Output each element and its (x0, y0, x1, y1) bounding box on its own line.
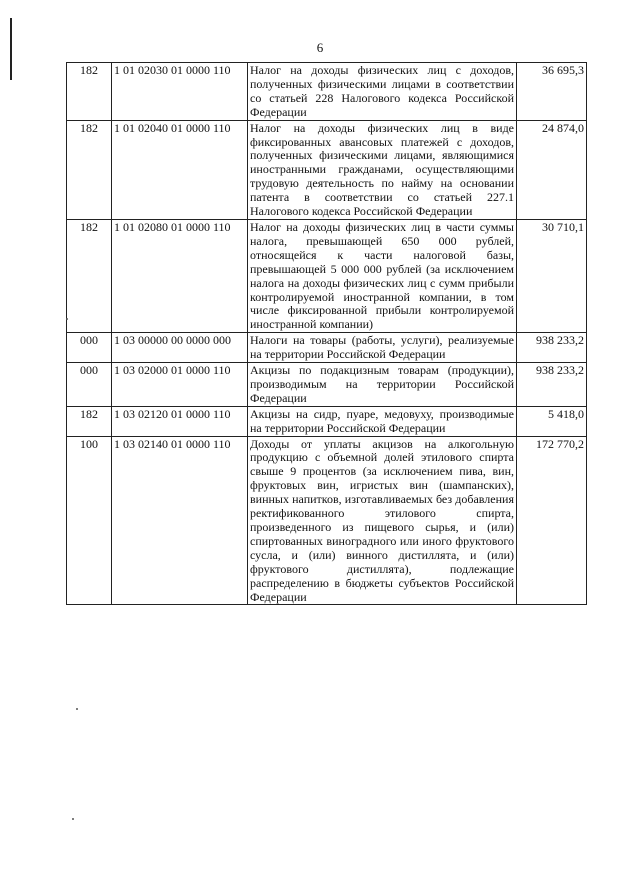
budget-classification-code-cell: 1 03 02120 01 0000 110 (112, 406, 248, 436)
admin-code-cell: 182 (67, 219, 112, 332)
scan-speck (66, 318, 68, 320)
budget-classification-code-cell: 1 01 02040 01 0000 110 (112, 120, 248, 219)
revenue-name-cell: Налог на доходы физических лиц с доходов, полученных физическими лицами в соответствии со статьей 228 Налогового кодекса Российской Федерации (248, 63, 517, 121)
revenue-name-cell: Акцизы на сидр, пуаре, медовуху, производимые на территории Российской Федерации (248, 406, 517, 436)
admin-code-cell: 182 (67, 63, 112, 121)
budget-classification-code-cell: 1 03 02140 01 0000 110 (112, 436, 248, 605)
amount-cell: 938 233,2 (517, 363, 587, 407)
table-row (67, 120, 587, 219)
budget-classification-code-cell: 1 03 02000 01 0000 110 (112, 363, 248, 407)
scan-speck (72, 818, 74, 820)
amount-cell: 36 695,3 (517, 63, 587, 121)
revenue-name-cell: Налог на доходы физических лиц в виде фиксированных авансовых платежей с доходов, полученных физическими лицами, являющимися иностранными гражданами, осуществляющими трудовую деятельность по найму на основании патента в соответствии со статьей 227.1 Налогового кодекса Российской Федерации (248, 120, 517, 219)
admin-code-cell: 100 (67, 436, 112, 605)
budget-classification-code-cell: 1 01 02080 01 0000 110 (112, 219, 248, 332)
amount-cell: 5 418,0 (517, 406, 587, 436)
budget-classification-code-cell: 1 01 02030 01 0000 110 (112, 63, 248, 121)
amount-cell: 938 233,2 (517, 333, 587, 363)
table-row (67, 333, 587, 363)
budget-revenue-table (66, 62, 587, 605)
admin-code-cell: 000 (67, 363, 112, 407)
table-row (67, 436, 587, 605)
table-row (67, 63, 587, 121)
amount-cell: 30 710,1 (517, 219, 587, 332)
revenue-name-cell: Налог на доходы физических лиц в части суммы налога, превышающей 650 000 рублей, относящейся к части налоговой базы, превышающей 5 000 000 рублей (за исключением налога на доходы физических лиц с сумм прибыли контролируемой иностранной компании, в том числе фиксированной прибыли контролируемой иностранной компании) (248, 219, 517, 332)
admin-code-cell: 182 (67, 406, 112, 436)
page-number: 6 (316, 40, 324, 55)
table-row (67, 363, 587, 407)
scan-speck (76, 708, 78, 710)
admin-code-cell: 182 (67, 120, 112, 219)
admin-code-cell: 000 (67, 333, 112, 363)
revenue-name-cell: Налоги на товары (работы, услуги), реализуемые на территории Российской Федерации (248, 333, 517, 363)
amount-cell: 24 874,0 (517, 120, 587, 219)
budget-classification-code-cell: 1 03 00000 00 0000 000 (112, 333, 248, 363)
amount-cell: 172 770,2 (517, 436, 587, 605)
revenue-name-cell: Акцизы по подакцизным товарам (продукции), производимым на территории Российской Федерации (248, 363, 517, 407)
table-row (67, 406, 587, 436)
revenue-name-cell: Доходы от уплаты акцизов на алкогольную продукцию с объемной долей этилового спирта свыше 9 процентов (за исключением пива, вин, фруктовых вин, игристых вин (шампанских), винных напитков, изготавливаемых без добавления ректификованного этилового спирта, произведенного из пищевого сырья, и (или) спиртованных виноградного или иного фруктового сусла, и (или) винного дистиллята, и (или) фруктового дистиллята), подлежащие распределению в бюджеты субъектов Российской Федерации (248, 436, 517, 605)
table-row (67, 219, 587, 332)
